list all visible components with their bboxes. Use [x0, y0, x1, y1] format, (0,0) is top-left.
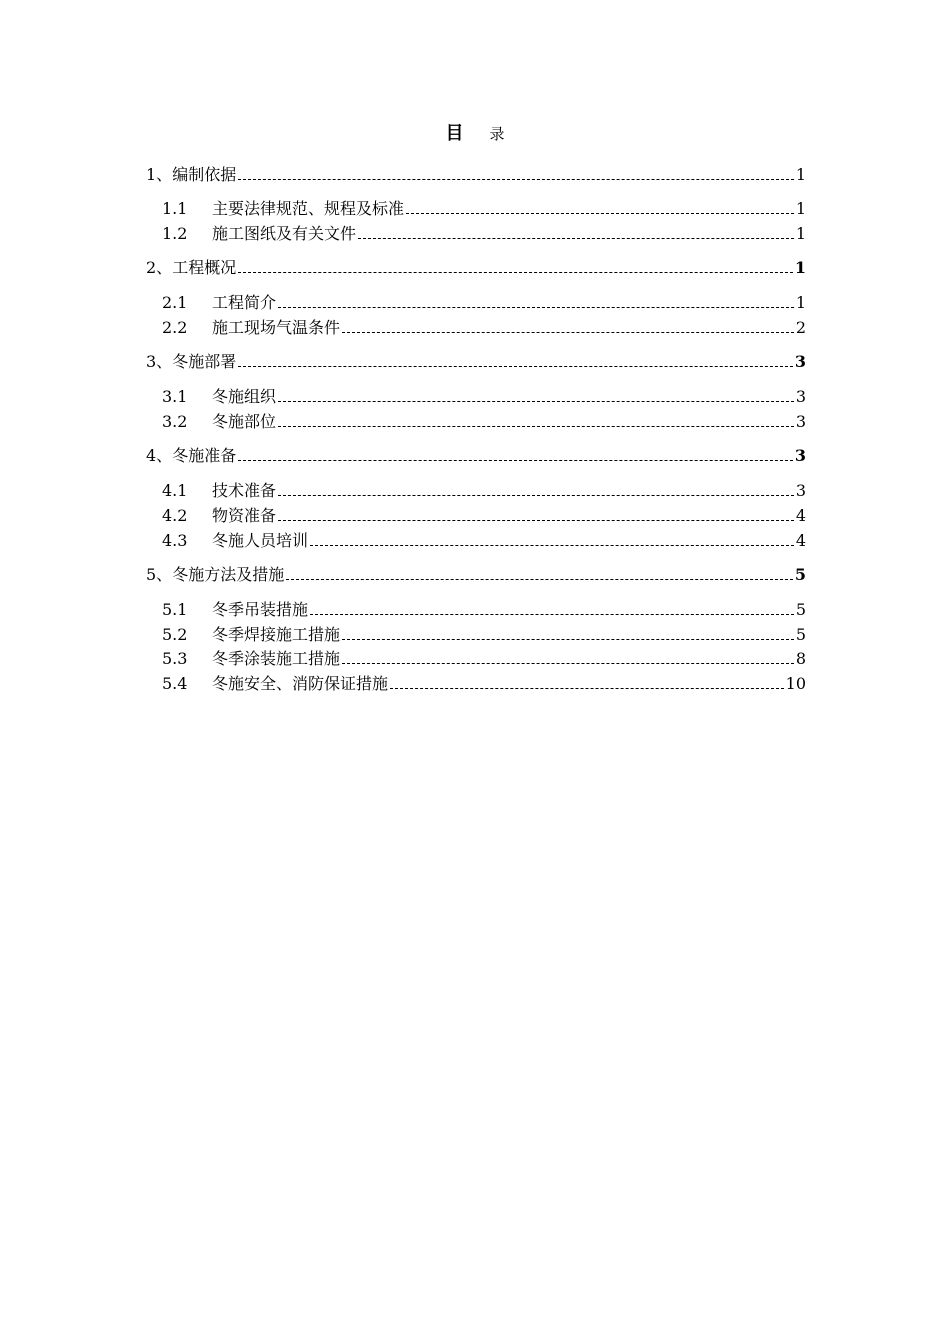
toc-entry-number: 2.1 — [162, 293, 188, 312]
toc-dot-leader — [310, 545, 794, 546]
toc-entry-number: 4.1 — [162, 481, 188, 500]
toc-entry-number: 5.2 — [162, 625, 188, 644]
toc-entry-page-number: 3 — [794, 446, 806, 465]
toc-dot-leader — [342, 332, 794, 333]
toc-dot-leader — [406, 213, 794, 214]
toc-entry-page-number: 1 — [795, 165, 806, 184]
toc-entry[interactable] — [146, 257, 806, 279]
toc-entry-page-number: 2 — [795, 318, 806, 337]
toc-entry[interactable] — [162, 673, 806, 695]
toc-entry[interactable] — [162, 386, 806, 408]
toc-entry-label: 冬施部署 — [172, 352, 237, 371]
toc-title — [0, 122, 950, 146]
toc-entry-label: 冬季吊装措施 — [212, 600, 309, 619]
toc-dot-leader — [238, 460, 793, 461]
toc-entry-label: 主要法律规范、规程及标准 — [212, 199, 405, 218]
toc-dot-leader — [238, 179, 794, 180]
toc-entry-page-number: 3 — [795, 481, 806, 500]
toc-entry[interactable] — [162, 223, 806, 245]
toc-entry-number: 4.3 — [162, 531, 188, 550]
toc-entry[interactable] — [162, 648, 806, 670]
toc-entry-number: 3.1 — [162, 387, 188, 406]
toc-entry-number: 5.4 — [162, 674, 188, 693]
toc-entry-label: 技术准备 — [212, 481, 277, 500]
toc-entry[interactable] — [162, 317, 806, 339]
toc-entry[interactable] — [162, 599, 806, 621]
toc-dot-leader — [310, 614, 794, 615]
toc-entry-page-number: 1 — [795, 224, 806, 243]
toc-entry[interactable] — [162, 624, 806, 646]
toc-entry[interactable] — [146, 164, 806, 186]
toc-entry-number: 1.1 — [162, 199, 188, 218]
toc-entry-number: 5.3 — [162, 649, 188, 668]
toc-entry-page-number: 5 — [794, 565, 806, 584]
toc-entry-label: 冬施组织 — [212, 387, 277, 406]
toc-entry[interactable] — [162, 411, 806, 433]
toc-entry[interactable] — [162, 480, 806, 502]
toc-dot-leader — [238, 272, 793, 273]
toc-dot-leader — [278, 495, 794, 496]
toc-title-main: 目 — [445, 123, 464, 144]
toc-entry-number: 4.2 — [162, 506, 188, 525]
toc-entry-label: 冬施方法及措施 — [172, 565, 285, 584]
toc-dot-leader — [238, 366, 793, 367]
toc-entry-page-number: 4 — [795, 506, 806, 525]
toc-entry-label: 冬施部位 — [212, 412, 277, 431]
toc-entry-number: 5.1 — [162, 600, 188, 619]
toc-entry-page-number: 1 — [795, 199, 806, 218]
toc-entry-label: 冬季涂装施工措施 — [212, 649, 341, 668]
toc-dot-leader — [342, 663, 794, 664]
toc-entry-page-number: 4 — [795, 531, 806, 550]
toc-dot-leader — [278, 401, 794, 402]
toc-dot-leader — [358, 238, 794, 239]
toc-dot-leader — [286, 579, 793, 580]
toc-entry-page-number: 10 — [785, 674, 806, 693]
toc-entry-label: 工程简介 — [212, 293, 277, 312]
toc-entry-page-number: 1 — [794, 258, 806, 277]
toc-entry-page-number: 3 — [795, 412, 806, 431]
toc-entry-number: 2、 — [146, 258, 173, 277]
toc-entry-label: 物资准备 — [212, 506, 277, 525]
toc-entry-label: 施工图纸及有关文件 — [212, 224, 357, 243]
toc-entry-page-number: 5 — [795, 625, 806, 644]
toc-dot-leader — [342, 639, 794, 640]
toc-title-second: 录 — [489, 125, 505, 143]
toc-entry-label: 冬施安全、消防保证措施 — [212, 674, 389, 693]
toc-entry[interactable] — [146, 564, 806, 586]
toc-entry-number: 3、 — [146, 352, 173, 371]
toc-entry-page-number: 3 — [794, 352, 806, 371]
toc-dot-leader — [278, 307, 794, 308]
toc-entry-label: 冬施准备 — [172, 446, 237, 465]
toc-dot-leader — [278, 426, 794, 427]
toc-entry[interactable] — [162, 505, 806, 527]
toc-entry-label: 冬季焊接施工措施 — [212, 625, 341, 644]
toc-entry[interactable] — [162, 530, 806, 552]
toc-entry-number: 5、 — [146, 565, 173, 584]
toc-dot-leader — [278, 520, 794, 521]
toc-entry-page-number: 1 — [795, 293, 806, 312]
toc-entry-label: 施工现场气温条件 — [212, 318, 341, 337]
toc-entry[interactable] — [162, 292, 806, 314]
toc-entry[interactable] — [146, 351, 806, 373]
toc-entry-label: 冬施人员培训 — [212, 531, 309, 550]
toc-entry-label: 工程概况 — [172, 258, 237, 277]
toc-entry-number: 2.2 — [162, 318, 188, 337]
toc-entry-page-number: 8 — [795, 649, 806, 668]
toc-entry[interactable] — [162, 198, 806, 220]
toc-entry-page-number: 3 — [795, 387, 806, 406]
toc-entry-number: 1.2 — [162, 224, 188, 243]
toc-entry-number: 1、 — [146, 165, 173, 184]
toc-entry-label: 编制依据 — [172, 165, 237, 184]
toc-entry-page-number: 5 — [795, 600, 806, 619]
toc-entry-number: 4、 — [146, 446, 173, 465]
toc-entry[interactable] — [146, 445, 806, 467]
toc-dot-leader — [390, 688, 784, 689]
toc-entry-number: 3.2 — [162, 412, 188, 431]
